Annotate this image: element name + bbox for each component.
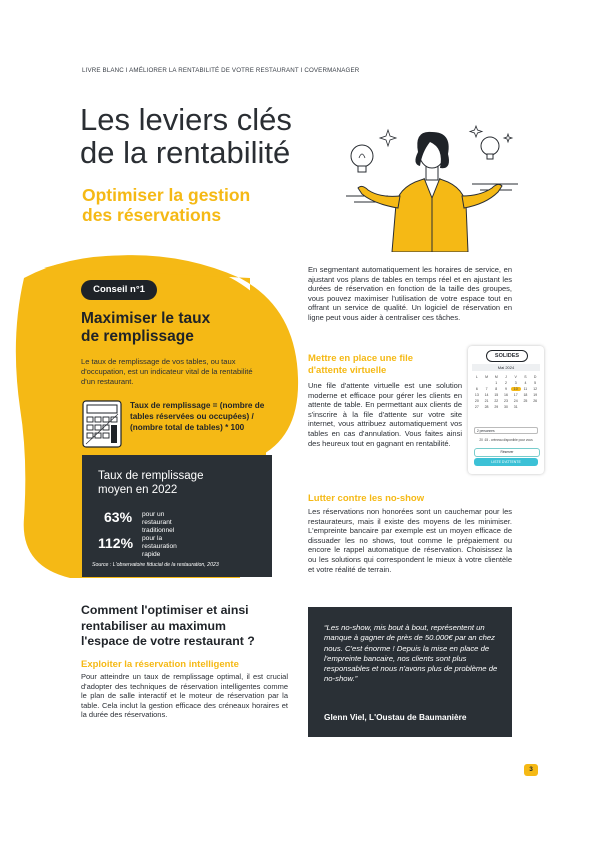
calculator-icon — [82, 400, 122, 448]
widget-guests-select[interactable]: 2 personnes — [474, 427, 538, 434]
how-heading — [81, 603, 255, 650]
how-subheading: Exploiter la réservation intelligente — [81, 659, 239, 670]
right-paragraph-2: Une file d'attente virtuelle est une solution moderne et efficace pour gérer les clients en attente de table. En permettant aux clients de s'inscrire à la file d'attente sur votre site internet, vous attribuez automatiquement vos tables en cas d'annulation. Vous faites ainsi des heureux tout en gagnant en rentabilité. — [308, 381, 462, 448]
calendar-day[interactable]: 20 — [474, 399, 479, 403]
how-heading-line-2: rentabiliser au maximum — [81, 618, 226, 633]
stats-label-line-2: moyen en 2022 — [98, 484, 178, 496]
calendar-day[interactable]: 3 — [514, 381, 517, 385]
conseil-heading-line-1: Maximiser le taux — [81, 310, 211, 327]
calendar-day[interactable]: 13 — [474, 393, 479, 397]
virtual-queue-heading-line-2: d'attente virtuelle — [308, 365, 387, 376]
calendar-weekday: V — [514, 375, 517, 379]
right-paragraph-1: En segmentant automatiquement les horaires de service, en ajustant vos plans de tables en temps réel et en ajustant les durées de réservation en fonction de la taille des groupes, vous pouvez maximiser l'utilisation de votre espace tout en offrant un service de qualité. Un logiciel de réservation en ligne peut vous aider à centraliser ces tâches. — [308, 265, 512, 322]
calendar-day[interactable] — [472, 381, 482, 385]
calendar-day[interactable] — [482, 381, 492, 385]
how-heading-line-1: Comment l'optimiser et ainsi — [81, 603, 249, 617]
calendar-day[interactable] — [530, 405, 540, 409]
calendar-day[interactable]: 7 — [485, 387, 488, 391]
calendar-day[interactable]: 18 — [523, 393, 528, 397]
widget-reserve-button[interactable]: Réserver — [474, 448, 540, 457]
widget-waitlist-button[interactable]: LISTE D'ATTENTE — [474, 458, 538, 466]
calendar-day[interactable]: 31 — [513, 405, 518, 409]
conseil-badge: Conseil n°1 — [81, 280, 157, 300]
stat-description-line-2: rapide — [142, 551, 161, 558]
how-body: Pour atteindre un taux de remplissage optimal, il est crucial d'adopter des techniques de réservation intelligentes comme le plan de salle interactif et le moteur de réservation par la table. Cela inclut la gestion efficace des créneaux horaires et la durée des réservations. — [81, 672, 288, 720]
calendar-day[interactable]: 2 — [505, 381, 507, 385]
conseil-heading — [81, 310, 210, 346]
calendar-day[interactable]: 15 — [494, 393, 499, 397]
widget-logo: SOLIDES — [486, 350, 528, 362]
stat-description — [142, 535, 177, 559]
quote-text: “Les no-show, mis bout à bout, représentent un manque à gagner de près de 50.000€ par an chez nous. C'est énorme ! Depuis la mise en place de l'empreinte bancaire, nos clients sont plus responsables et nous n'avons plus de problème de no-show.” — [324, 623, 498, 684]
calendar-day[interactable]: 27 — [474, 405, 479, 409]
woman-lightbulbs-illustration — [340, 112, 520, 252]
calendar-day[interactable] — [521, 405, 531, 409]
calendar-day[interactable]: 25 — [523, 399, 528, 403]
calendar-day[interactable]: 1 — [495, 381, 498, 385]
widget-info-text: 20 :15 - créneau disponible pour vous — [479, 438, 533, 442]
right-paragraph-3: Les réservations non honorées sont un cauchemar pour les restaurateurs, mais il existe des moyens de les minimiser. L'empreinte bancaire par exemple est un moyen efficace de dissuader les no shows, tout comme le prépaiement ou encore le rappel automatique de réservation. Choisissez la ou les solutions qui correspondent le mieux à votre clientèle et votre réalité de terrain. — [308, 507, 512, 574]
quote-box — [308, 607, 512, 737]
calendar-day[interactable]: 12 — [533, 387, 538, 391]
stats-source: Source : L'observatoire fiducial de la restauration, 2023 — [92, 562, 219, 568]
stats-box — [82, 455, 272, 577]
quote-author: Glenn Viel, L'Oustau de Baumanière — [324, 712, 467, 722]
virtual-queue-heading — [308, 353, 413, 377]
conseil-heading-line-2: de remplissage — [81, 328, 194, 345]
calendar-day[interactable]: 26 — [533, 399, 538, 403]
virtual-queue-heading-line-1: Mettre en place une file — [308, 353, 414, 364]
calendar-day[interactable]: 29 — [494, 405, 499, 409]
calendar-day[interactable]: 21 — [484, 399, 489, 403]
calendar-day[interactable]: 9 — [505, 387, 507, 391]
calendar-weekday: D — [533, 375, 537, 379]
calendar-weekday: M — [494, 375, 498, 379]
no-show-heading: Lutter contre les no-show — [308, 493, 425, 504]
page-title — [80, 103, 292, 169]
stats-label-line-1: Taux de remplissage — [98, 470, 204, 482]
page-number: 3 — [524, 764, 538, 776]
stat-description-line-1: pour un restaurant — [142, 511, 172, 526]
formula-text: Taux de remplissage = (nombre de tables réservées ou occupées) / (nombre total de tables) * 100 — [130, 401, 265, 432]
booking-widget — [468, 346, 544, 474]
calendar-day[interactable]: 17 — [513, 393, 518, 397]
section-subtitle — [82, 185, 250, 225]
lightbulb-icon — [351, 145, 373, 172]
stats-label — [98, 469, 203, 497]
title-line-2: de la rentabilité — [80, 135, 291, 170]
subtitle-line-2: des réservations — [82, 205, 222, 225]
stat-description-line-1: pour la restauration — [142, 535, 177, 550]
conseil-intro: Le taux de remplissage de vos tables, ou taux d'occupation, est un indicateur vital de la rentabilité d'un restaurant. — [81, 357, 253, 387]
calendar-day[interactable]: 8 — [495, 387, 498, 391]
calendar-weekday: M — [485, 375, 489, 379]
calendar-day[interactable]: 28 — [484, 405, 489, 409]
calendar-day[interactable]: 24 — [513, 399, 518, 403]
widget-calendar-grid — [472, 375, 540, 409]
subtitle-line-1: Optimiser la gestion — [82, 185, 251, 205]
page-header: LIVRE BLANC I AMÉLIORER LA RENTABILITÉ DE VOTRE RESTAURANT I COVERMANAGER — [82, 67, 360, 74]
calendar-day[interactable]: 6 — [475, 387, 478, 391]
calendar-day[interactable]: 14 — [484, 393, 489, 397]
calendar-weekday: J — [505, 375, 507, 379]
lightbulb-icon — [481, 137, 499, 159]
stat-description-line-2: traditionnel — [142, 527, 175, 534]
calendar-day[interactable]: 4 — [524, 381, 527, 385]
calendar-day[interactable]: 10 — [511, 387, 521, 391]
calendar-weekday: S — [524, 375, 527, 379]
stat-value: 63% — [104, 509, 133, 525]
title-line-1: Les leviers clés — [80, 102, 292, 137]
calendar-day[interactable]: 11 — [523, 387, 528, 391]
calendar-weekday: L — [475, 375, 478, 379]
calendar-day[interactable]: 16 — [504, 393, 508, 397]
calendar-day[interactable]: 30 — [504, 405, 508, 409]
how-heading-line-3: l'espace de votre restaurant ? — [81, 634, 255, 648]
stat-description — [142, 511, 174, 535]
calendar-day[interactable]: 19 — [533, 393, 538, 397]
calendar-day[interactable]: 23 — [504, 399, 508, 403]
widget-month[interactable]: Mai 2024 — [472, 364, 540, 371]
stat-value: 112% — [98, 535, 134, 551]
calendar-day[interactable]: 22 — [494, 399, 499, 403]
calendar-day[interactable]: 5 — [534, 381, 537, 385]
